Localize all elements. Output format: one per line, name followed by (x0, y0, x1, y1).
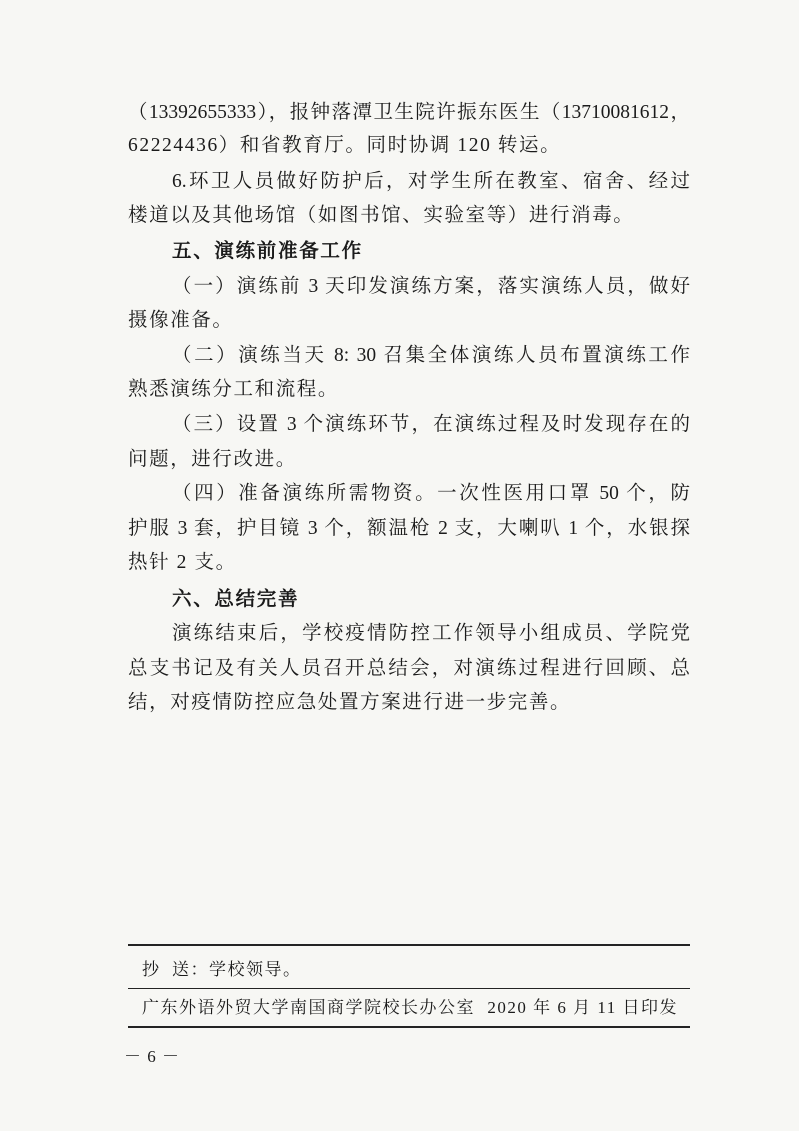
text-line: （一）演练前 3 天印发演练方案，落实演练人员，做好 (172, 276, 690, 297)
text-line: （二）演练当天 8: 30 召集全体演练人员布置演练工作 (172, 345, 690, 366)
cc-line (142, 958, 682, 982)
footer-top-rule (128, 944, 690, 946)
text-line: 摄像准备。 (128, 310, 234, 331)
text-line: 总支书记及有关人员召开总结会，对演练过程进行回顾、总 (128, 658, 690, 679)
text-line: 楼道以及其他场馆（如图书馆、实验室等）进行消毒。 (128, 205, 635, 226)
section-heading: 六、总结完善 (172, 589, 300, 610)
issue-date: 2020 年 6 月 11 日印发 (487, 998, 678, 1017)
cc-label: 抄 送： (142, 960, 209, 979)
text-line: （三）设置 3 个演练环节，在演练过程及时发现存在的 (172, 414, 690, 435)
text-line: （四）准备演练所需物资。一次性医用口罩 50 个，防 (172, 483, 690, 504)
text-line: 热针 2 支。 (128, 552, 237, 573)
text-line: （13392655333），报钟落潭卫生院许振东医生（13710081612， (128, 102, 690, 123)
text-line: 62224436）和省教育厅。同时协调 120 转运。 (128, 135, 562, 156)
text-line: 熟悉演练分工和流程。 (128, 379, 340, 400)
page-number: － 6 － (124, 1047, 180, 1066)
text-line: 6.环卫人员做好防护后，对学生所在教室、宿舍、经过 (172, 171, 690, 192)
footer-bottom-rule (128, 1026, 690, 1028)
text-line: 护服 3 套，护目镜 3 个，额温枪 2 支，大喇叭 1 个，水银探 (128, 518, 690, 539)
issuer-name: 广东外语外贸大学南国商学院校长办公室 (142, 998, 475, 1017)
text-line: 结，对疫情防控应急处置方案进行进一步完善。 (128, 692, 572, 713)
footer-middle-rule (128, 988, 690, 989)
issuer-line (142, 996, 678, 1020)
cc-value: 学校领导。 (209, 960, 302, 979)
text-line: 演练结束后，学校疫情防控工作领导小组成员、学院党 (172, 623, 690, 644)
section-heading: 五、演练前准备工作 (172, 241, 363, 262)
text-line: 问题，进行改进。 (128, 449, 297, 470)
